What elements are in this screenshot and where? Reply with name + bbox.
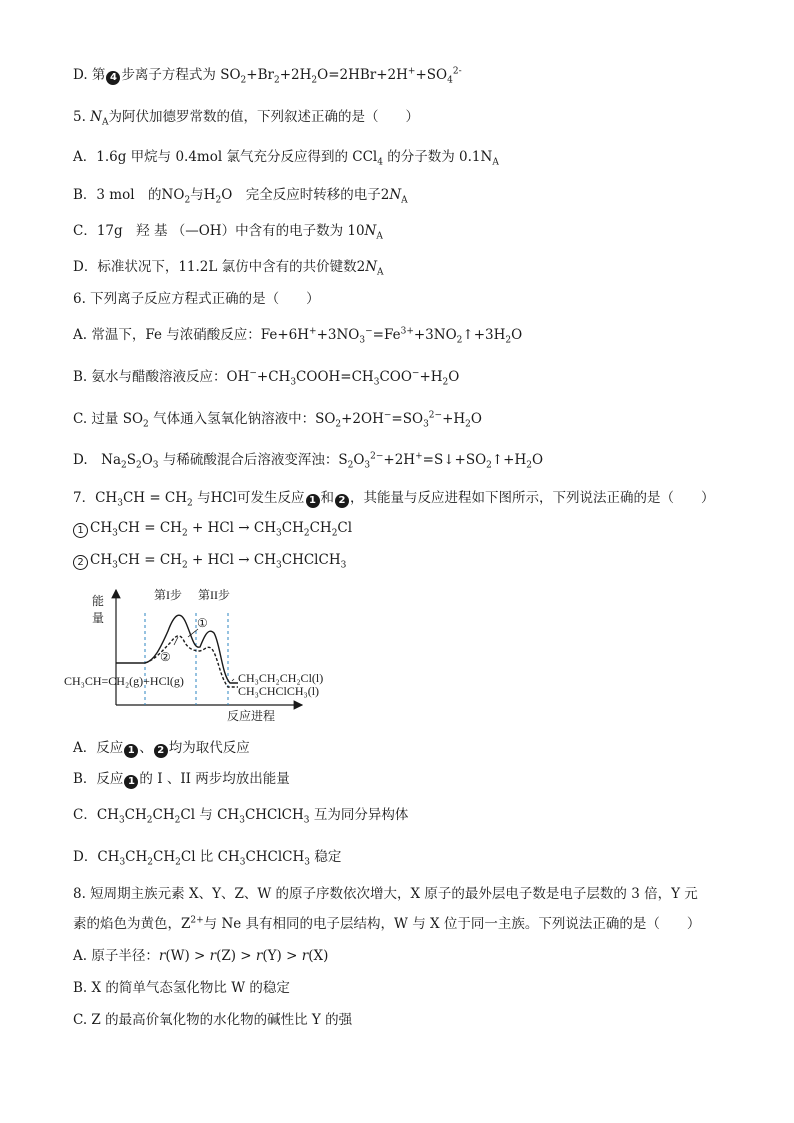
y-axis-label-2: 量 [92, 611, 105, 625]
reactants-label: CH₃CH=CH₂(g)+HCl(g) [64, 674, 184, 688]
q6-option-a: A. 常温下，Fe 与浓硝酸反应：$Fe+6H^++3NO_3^-=Fe^{3+}+3NO_2↑+3H_2O$ [73, 326, 523, 346]
q5-option-a: A．1.6g 甲烷与 0.4mol 氯气充分反应得到的 CCl$_4$ 的分子数为 $0.1N_A$ [73, 149, 499, 168]
step-2-label: 第II步 [198, 588, 230, 602]
step-1-label: 第I步 [154, 588, 182, 602]
q8-option-c: C. Z 的最高价氧化物的水化物的碱性比 Y 的强 [73, 1012, 353, 1028]
product-1-leader [232, 679, 234, 681]
q6-option-d: D. $Na_2S_2O_3$ 与稀硫酸混合后溶液变浑浊：$S_2O_3^{2-}+2H^+=S↓+SO_2↑+H_2O$ [73, 451, 544, 471]
q6-stem: 6. 下列离子反应方程式正确的是（ ） [73, 291, 320, 307]
q7-stem: 7．$CH_3CH = CH_2$ 与HCl可发生反应 1 和 2 ，其能量与反应进程如下图所示，下列说法正确的是（ ） [73, 490, 715, 509]
q4-option-d: D. 第 4 步离子方程式为 $SO_2+Br_2+2H_2O=2HBr+2H^++SO_4^{2-}$ [73, 66, 462, 86]
energy-diagram [62, 585, 362, 725]
q8-option-b: B. X 的简单气态氢化物比 W 的稳定 [73, 980, 290, 996]
q5-option-d: D．标准状况下，11.2L 氯仿中含有的共价键数$2N_A$ [73, 259, 384, 278]
q5-option-b: B．3 mol 的$NO_2$与$H_2O$ 完全反应时转移的电子$2N_A$ [73, 187, 408, 206]
product-2-label: CH₃CHClCH₃(l) [238, 684, 320, 698]
curve-1 [116, 615, 238, 683]
q8-option-a: A. 原子半径：r(W) > r(Z) > r(Y) > r(X) [73, 948, 329, 964]
q5-stem: 5. $N_A$为阿伏加德罗常数的值，下列叙述正确的是（ ） [73, 109, 419, 128]
curve-1-label: ① [197, 616, 208, 630]
curve-2-label: ② [160, 650, 171, 664]
q7-option-b: B．反应 1 的 I 、II 两步均放出能量 [73, 771, 290, 787]
q8-stem-line-2: 素的焰色为黄色，$Z^{2+}$与 Ne 具有相同的电子层结构，W 与 X 位于同一主族。下列说法正确的是（ ） [73, 915, 701, 932]
q7-option-d: D．$CH_3CH_2CH_2Cl$ 比 $CH_3CHClCH_3$ 稳定 [73, 849, 342, 868]
curve-2-leader [174, 637, 178, 645]
q7-reaction-2: 2 $CH_3CH = CH_2$ + HCl → $CH_3CHClCH_3$ [73, 551, 346, 570]
q7-option-a: A．反应 1 、 2 均为取代反应 [73, 740, 250, 756]
q5-option-c: C．17g 羟 基 （—OH）中含有的电子数为 $10N_A$ [73, 223, 383, 242]
y-axis-label-1: 能 [92, 594, 105, 608]
x-axis-label: 反应进程 [227, 709, 276, 723]
q8-stem-line-1: 8. 短周期主族元素 X、Y、Z、W 的原子序数依次增大，X 原子的最外层电子数是电子层数的 3 倍，Y 元 [73, 886, 698, 902]
q6-option-c: C. 过量 $SO_2$ 气体通入氢氧化钠溶液中：$SO_2+2OH^-=SO_3^{2-}+H_2O$ [73, 410, 482, 430]
q7-reaction-1: 1 $CH_3CH = CH_2$ + HCl → $CH_3CH_2CH_2Cl$ [73, 519, 352, 538]
q6-option-b: B. 氨水与醋酸溶液反应：$OH^-+CH_3COOH=CH_3COO^-+H_2O$ [73, 368, 460, 388]
product-1-label: CH₃CH₂CH₂Cl(l) [238, 671, 324, 685]
q7-option-c: C．$CH_3CH_2CH_2Cl$ 与 $CH_3CHClCH_3$ 互为同分异构体 [73, 807, 409, 826]
